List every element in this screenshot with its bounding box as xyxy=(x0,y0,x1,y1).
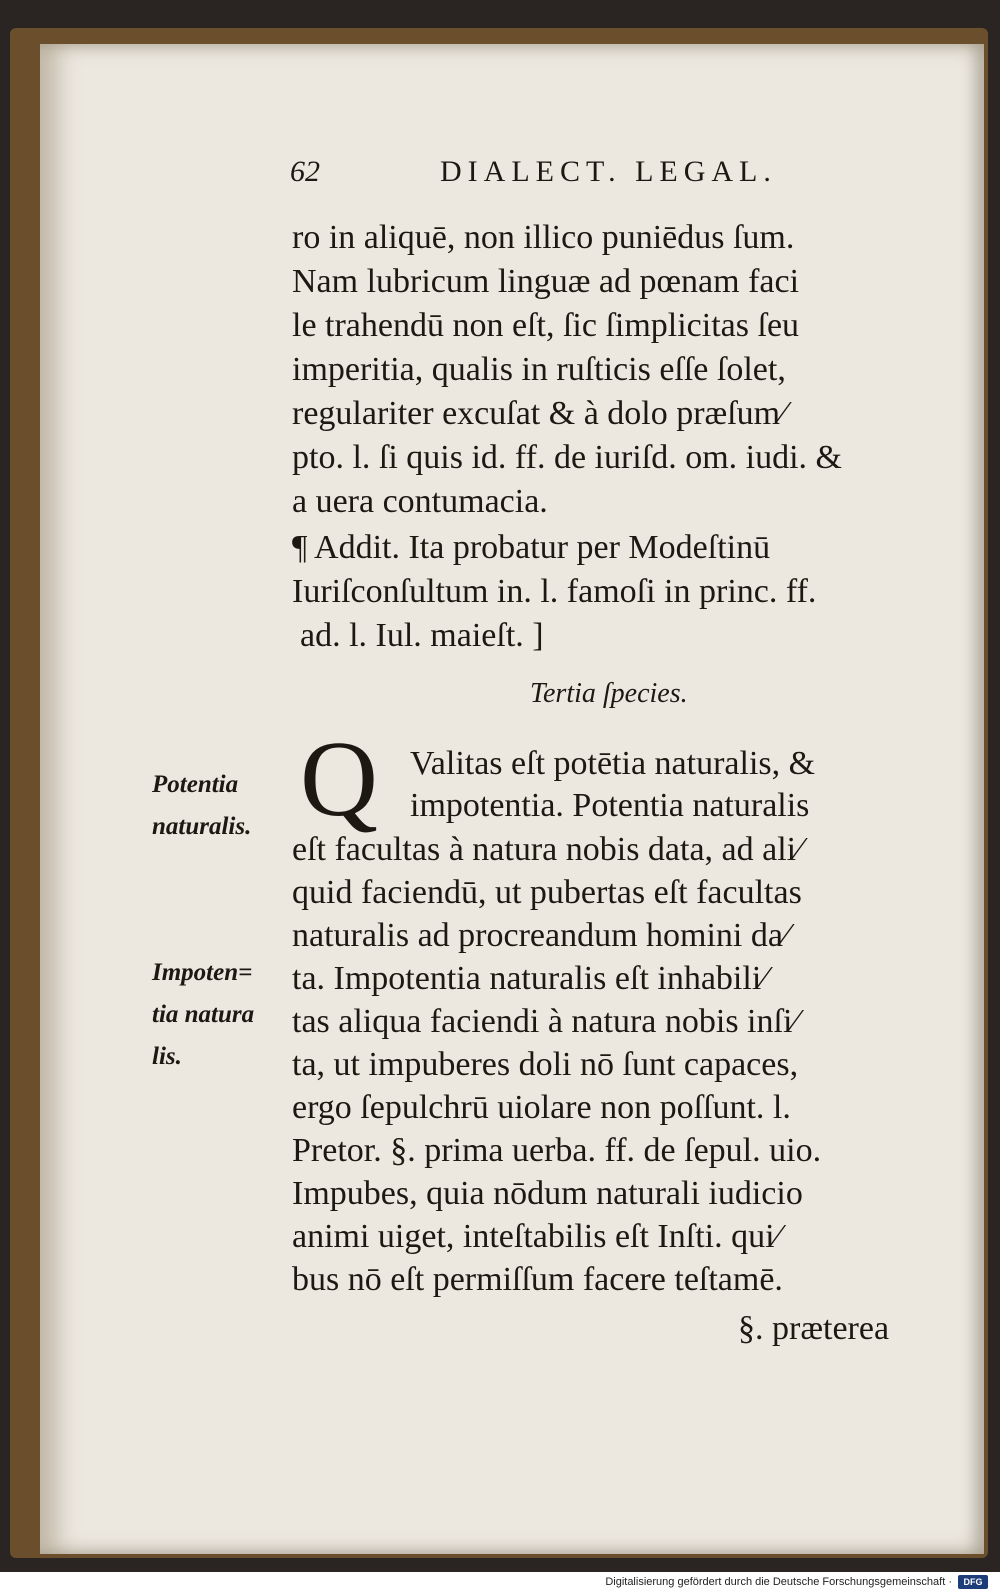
text-line: Nam lubricum linguæ ad pœnam faci xyxy=(292,263,800,300)
text-line: ergo ſepulchrū uiolare non poſſunt. l. xyxy=(292,1089,791,1126)
addition-line: Iuriſconſultum in. l. famoſi in princ. ff. xyxy=(292,573,817,610)
page-number: 62 xyxy=(290,155,320,188)
dfg-logo-icon: DFG xyxy=(958,1575,988,1589)
text-line: regulariter excuſat & à dolo præſum⁄ xyxy=(292,395,786,432)
running-title: DIALECT. LEGAL. xyxy=(440,155,777,188)
text-line: eſt facultas à natura nobis data, ad ali⁄ xyxy=(292,831,802,868)
text-line: ta, ut impuberes doli nō ſunt capaces, xyxy=(292,1046,799,1083)
text-line: pto. l. ſi quis id. ff. de iuriſd. om. iudi. & xyxy=(292,439,842,476)
text-line: a uera contumacia. xyxy=(292,483,548,520)
text-line: quid faciendū, ut pubertas eſt facultas xyxy=(292,874,802,911)
addition-line: ¶ Addit. Ita probatur per Modeſtinū xyxy=(292,529,771,566)
text-line: ta. Impotentia naturalis eſt inhabili⁄ xyxy=(292,960,767,997)
text-line: imperitia, qualis in ruſticis eſſe ſolet, xyxy=(292,351,786,388)
text-line: naturalis ad procreandum homini da⁄ xyxy=(292,917,789,954)
text-line: bus nō eſt permiſſum facere teſtamē. xyxy=(292,1261,783,1298)
margin-note-impotentia: lis. xyxy=(152,1043,182,1070)
margin-note-impotentia: tia natura xyxy=(152,1001,255,1028)
text-line: Pretor. §. prima uerba. ff. de ſepul. uio. xyxy=(292,1132,822,1169)
text-line: le trahendū non eſt, ſic ſimplicitas ſeu xyxy=(292,307,800,344)
text-line: ro in aliquē, non illico puniēdus ſum. xyxy=(292,219,795,256)
text-line: animi uiget, inteſtabilis eſt Inſti. qui⁄ xyxy=(292,1218,781,1255)
addition-line: ad. l. Iul. maieſt. ] xyxy=(300,617,544,654)
margin-note-impotentia: Impoten= xyxy=(152,959,253,986)
margin-note-potentia: naturalis. xyxy=(152,813,252,840)
dropcap-initial: Q xyxy=(300,720,378,839)
text-line: tas aliqua faciendi à natura nobis inſi⁄ xyxy=(292,1003,799,1040)
catchword: §. præterea xyxy=(738,1310,890,1347)
text-line: Valitas eſt potētia naturalis, & xyxy=(410,745,816,782)
margin-note-potentia: Potentia xyxy=(152,771,239,798)
footer-credit: Digitalisierung gefördert durch die Deutsche Forschungsgemeinschaft · xyxy=(605,1576,952,1588)
text-line: Impubes, quia nōdum naturali iudicio xyxy=(292,1175,803,1212)
section-title: Tertia ſpecies. xyxy=(530,678,688,709)
text-line: impotentia. Potentia naturalis xyxy=(410,787,810,824)
